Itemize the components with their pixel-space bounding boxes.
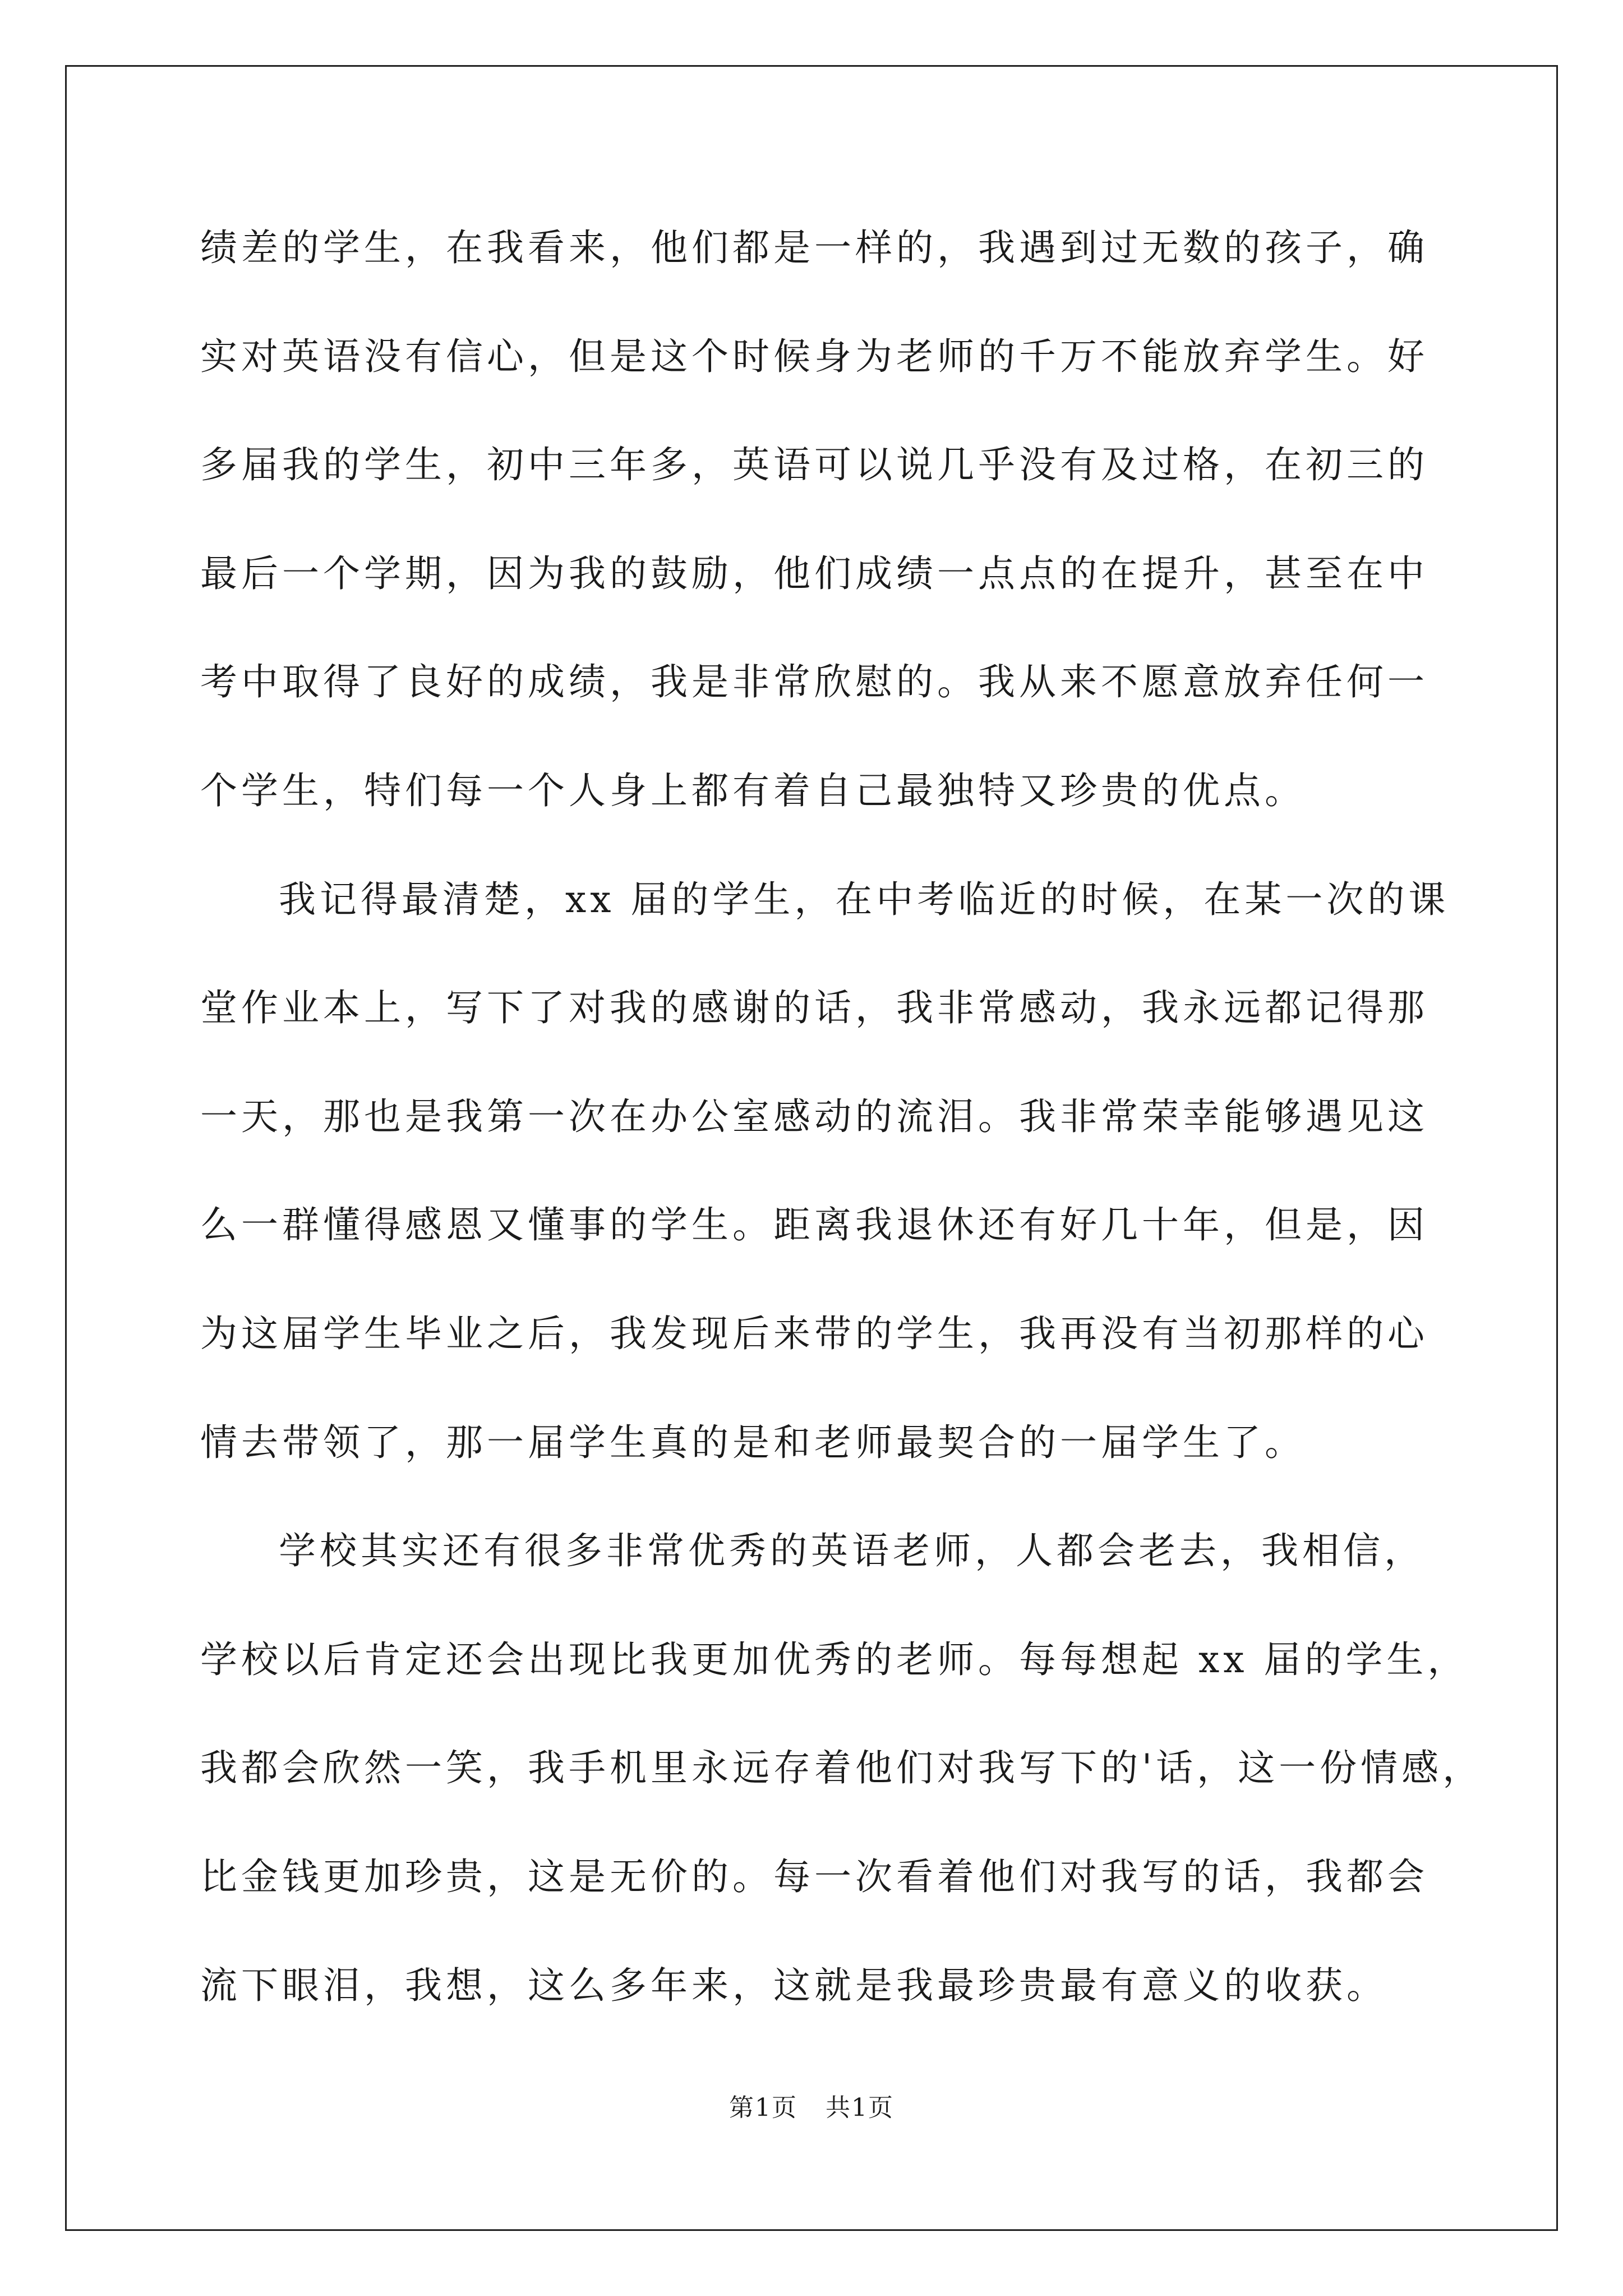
text-line: 为这届学生毕业之后，我发现后来带的学生，我再没有当初那样的心 [200,1312,1428,1355]
text-line: 多届我的学生，初中三年多，英语可以说几乎没有及过格，在初三的 [200,443,1428,487]
text-line: 一天，那也是我第一次在办公室感动的流泪。我非常荣幸能够遇见这 [200,1094,1428,1138]
text-line: 学校以后肯定还会出现比我更加优秀的老师。每每想起 xx 届的学生， [200,1637,1469,1681]
text-line: 最后一个学期，因为我的鼓励，他们成绩一点点的在提升，甚至在中 [200,551,1428,595]
text-line: 学校其实还有很多非常优秀的英语老师，人都会老去，我相信， [279,1529,1425,1573]
text-line: 情去带领了，那一届学生真的是和老师最契合的一届学生了。 [200,1420,1306,1464]
text-line: 个学生，特们每一个人身上都有着自己最独特又珍贵的优点。 [200,769,1306,812]
text-line: 我记得最清楚，xx 届的学生，在中考临近的时候，在某一次的课 [279,877,1450,921]
page-number: 第1页 [729,2093,797,2122]
text-line: 堂作业本上，写下了对我的感谢的话，我非常感动，我永远都记得那 [200,986,1428,1030]
text-line: 我都会欣然一笑，我手机里永远存着他们对我写下的'话，这一份情感， [200,1746,1484,1790]
text-line: 绩差的学生，在我看来，他们都是一样的，我遇到过无数的孩子，确 [200,226,1428,269]
text-line: 比金钱更加珍贵，这是无价的。每一次看着他们对我写的话，我都会 [200,1855,1428,1898]
text-line: 考中取得了良好的成绩，我是非常欣慰的。我从来不愿意放弃任何一 [200,660,1428,704]
text-line: 么一群懂得感恩又懂事的学生。距离我退休还有好几十年，但是，因 [200,1203,1428,1247]
text-line: 实对英语没有信心，但是这个时候身为老师的千万不能放弃学生。好 [200,334,1428,378]
page-total: 共1页 [826,2093,894,2122]
text-line: 流下眼泪，我想，这么多年来，这就是我最珍贵最有意义的收获。 [200,1963,1387,2007]
document-body [200,214,1484,2060]
page-footer [0,2091,1623,2125]
